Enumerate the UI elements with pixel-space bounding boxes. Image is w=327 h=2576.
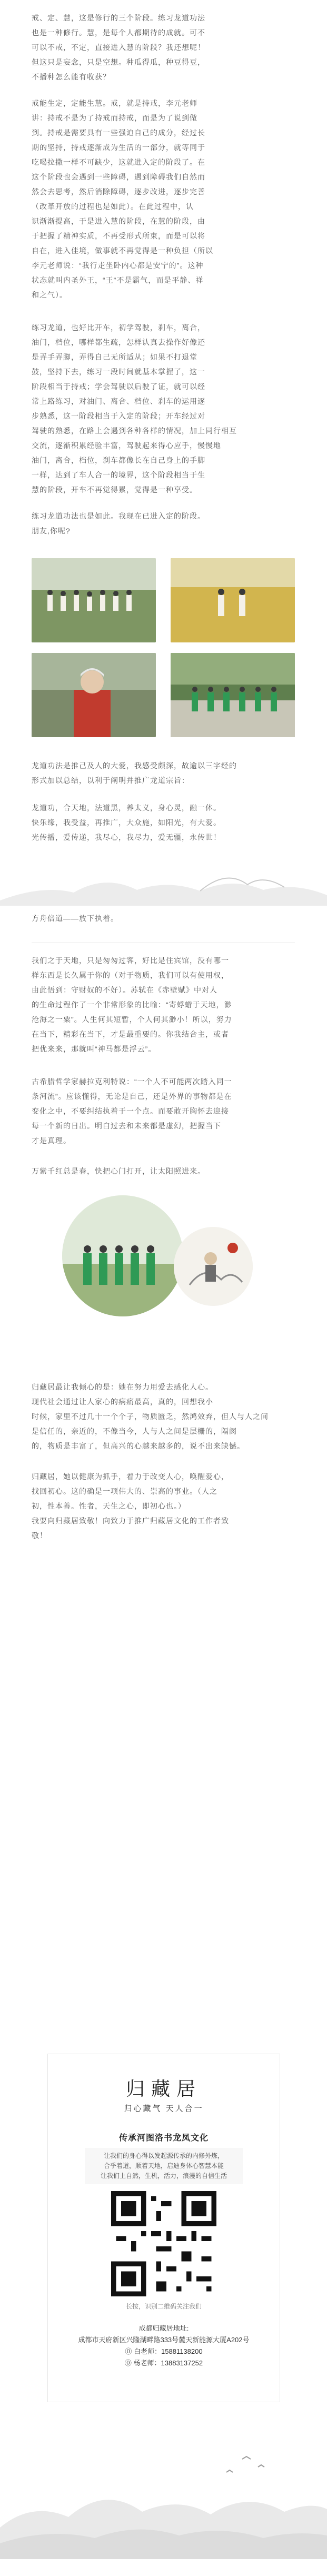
article-paragraph-1: 戒、定、慧，这是修行的三个阶段。练习龙道功法 也是一种修行。慧，是每个人都期待的成就。可不 可以不戒，不定，直接进入慧的阶段？我还想呢！ 但这只是妄念，只是空想。种瓜得瓜，种豆得豆， 不播种怎么能有收获？ xyxy=(32,14,205,81)
article-paragraph-9: 古希腊哲学家赫拉克利特说：“一个人不可能两次踏入同一 条河流”。应该懂得，无论是自己，还是外界的事物都是在 变化之中，不要纠结执着于一个点。而要敢开胸怀去迎接 每一个新的日出。明白过去和未来都是虚幻，把握当下 才是真理。 xyxy=(32,1077,232,1145)
qr-code[interactable] xyxy=(111,2191,216,2296)
article-paragraph-7: 方舟倍道——放下执着。 xyxy=(32,914,118,923)
card-description xyxy=(85,2148,243,2184)
contact-block xyxy=(48,2323,280,2369)
article-paragraph-10: 万紫千红总是春，快把心门打开，让太阳照进来。 xyxy=(32,1167,205,1175)
article-paragraph-4: 练习龙道功法也是如此。我现在已进入定的阶段。 朋友,你呢? xyxy=(32,512,205,535)
park-practice-photo xyxy=(171,653,295,737)
article-paragraph-12: 归藏居，她以健康为抓手，着力于改变人心，唤醒爱心， 找回初心。这的确是一项伟大的、崇高的事业。（人之 初，性本善。性者，天生之心，即初心也。） 我要向归藏居致敬！向致力于推广归藏居文化的工作者致 敬！ xyxy=(32,1472,229,1540)
bottom-ink-landscape xyxy=(0,2422,327,2559)
ink-mountain-decoration xyxy=(0,853,327,906)
phone-2[interactable]: ⓪ 杨老师：13883137252 xyxy=(124,2359,203,2367)
card-line: 合乎着道，顺着天地，启迪身体心智慧本能 xyxy=(103,2162,224,2169)
qr-caption: 长按，识别二维码关注我们 xyxy=(125,2303,202,2310)
article-paragraph-2: 戒能生定，定能生慧。戒，就是持戒，李元老师 讲：持戒不是为了持戒而持戒，而是为了说到做 到。持戒是需要具有一些强迫自己的成分，经过长 期的坚持，持戒逐渐成为生活的一部分，就等同于 吃喝拉撒一样不可缺少，这就进入定的阶段了。在 这个阶段也会遇到一些障碍，遇到障碍我们自然而 然会去思考，然后消除障碍，逐步改进，逐步完善 （改革开放的过程也是如此）。在此过程中，认 识渐渐提高，于是进入慧的阶段，在慧的阶段，由 于把握了精神实质，不再受形式所束，而是可以将 自在，进入佳境，做事就不再觉得是一种负担（所以 李元老师说：“我行走坐卧内心都是安宁的”。这种 状态就叫内圣外王，“王”不是霸气，而是平静、祥 和之气）。 xyxy=(32,99,213,299)
article-paragraph-3: 练习龙道，也好比开车，初学驾驶，刹车，离合， 油门，档位，哪样都生疏，怎样认真去操作好像还 是弄手弄脚，弄得自己无所适从；如果不打退堂 鼓，坚持下去，练习一段时间就基本掌握了，这一 阶段相当于持戒；学会驾驶以后驶了证，就可以经 常上路练习，对油门、离合、档位、刹车的运用逐 步熟悉，这一阶段相当于入定的阶段；开车经过对 驾驶的熟悉，在路上会遇到各种各样的情况，加上同行相互 交流，逐渐积累经验丰富，驾驶起来得心应手，慢慢地 油门，离合，档位，刹车都像长在自己身上的手脚 一样，达到了车人合一的境界，这个阶段相当于生 慧的阶段，开车不再觉得累，觉得是一种享受。 xyxy=(32,323,237,494)
address-text: 成都市天府新区兴隆湖畔路333号麓天新能源大厦A202号 xyxy=(78,2336,250,2344)
address-label: 成都归藏居地址: xyxy=(138,2324,189,2332)
card-subtitle: 归心藏气 天人合一 xyxy=(124,2104,204,2113)
card-line: 让我们的身心得以发起源传承的内修外炼， xyxy=(103,2152,224,2159)
article-paragraph-11: 归藏居最让我倾心的是：她在努力用爱去感化人心。 现代社会通过让人家心的病痛最高，真的，回想我小 时候，家里不过几十一个个子，物质匮乏，然鸿效弃，但人与人之间 是信任的，亲近的，不像当今，人与人之间是层栅的，隔阂 的，物质是丰富了，但高兴的心越来越多的，说不出来缺憾。 xyxy=(32,1383,269,1450)
phone-1[interactable]: ⓪ 白老师：15881138200 xyxy=(125,2347,203,2355)
card-line: 让我们上自然，生机，活力，浪漫的自信生活 xyxy=(100,2172,227,2179)
field-practice-photo xyxy=(171,558,295,642)
card-heading: 传承河图洛书龙凤文化 xyxy=(118,2134,209,2143)
ink-painting-circle xyxy=(174,1227,253,1306)
card-title: 归藏居 xyxy=(125,2078,202,2099)
group-practice-photo xyxy=(32,558,156,642)
article-paragraph-6: 龙道功，合天地，法道黑，养太义，身心灵，融一体。 快乐缘，我受益，再推广，大众施，如阳光，有大爱。 光传播，爱传递，我尽心，我尽力，爱无疆，永传世！ xyxy=(32,804,221,841)
group-circle-photo xyxy=(62,1195,183,1316)
guizangju-card xyxy=(47,2054,280,2402)
article-paragraph-5: 龙道功法是推己及人的大爱，我感受颇深，故逾以三字经的 形式加以总结，以利于阐明并推广龙道宗旨： xyxy=(32,761,237,785)
article-paragraph-8: 我们之于天地，只是匆匆过客，好比是住宾馆，没有哪一 样东西是长久属于你的（对于物质，我们可以有使用权， 由此悟到：守财奴的不好）。苏轼在《赤壁赋》中对人 的生命过程作了一个非常形象的比喻：“寄蜉蝣于天地，渺 沧海之一粟”。人生何其短暂，个人何其渺小！所以，努力 在当下，精彩在当下，才是最重要的。你我结合主，或者 把优来来，那就叫“神马都是浮云”。 xyxy=(32,956,232,1053)
teacher-portrait-photo xyxy=(32,653,156,737)
